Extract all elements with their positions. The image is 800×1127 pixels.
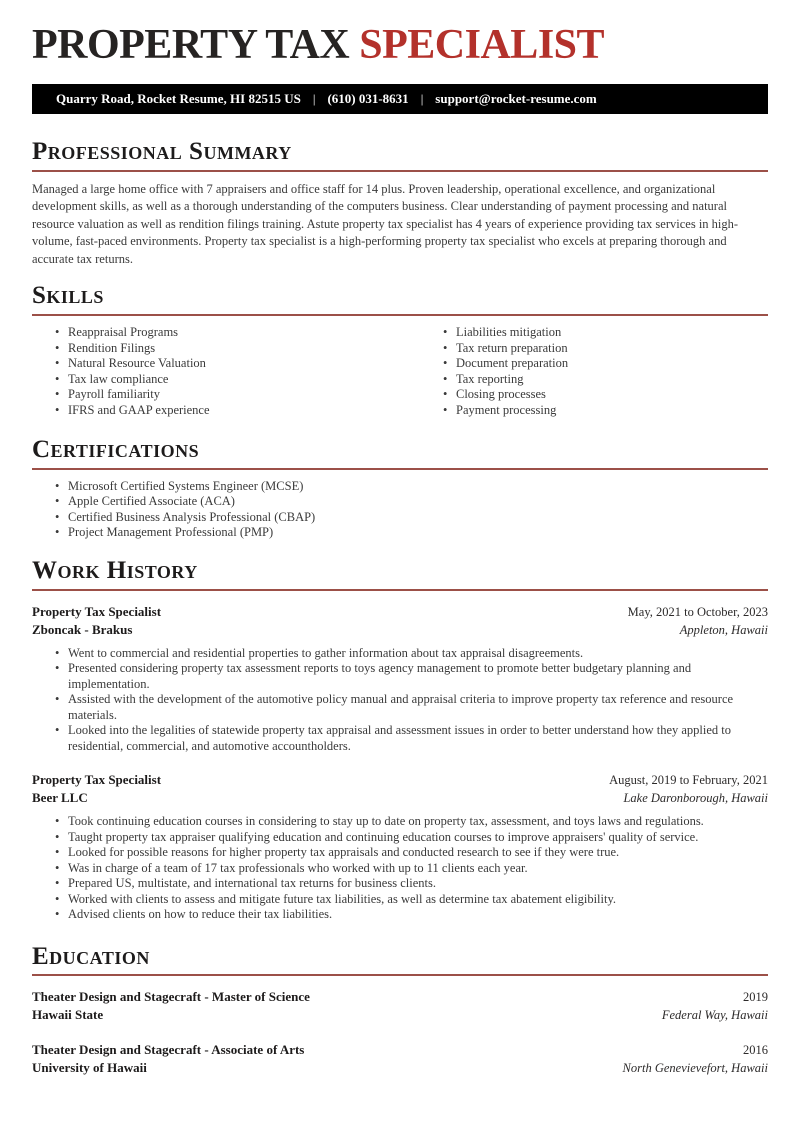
education-degree-row: [32, 1041, 768, 1059]
skill-item: • Tax reporting: [420, 372, 768, 388]
certification-item: • Microsoft Certified Systems Engineer (MCSE): [32, 479, 768, 495]
job-dates: May, 2021 to October, 2023: [627, 604, 768, 619]
heading-rule: [32, 974, 768, 976]
contact-bar: [32, 84, 768, 114]
section-heading-work-history: Work History: [32, 556, 198, 584]
job-title: Property Tax Specialist: [32, 603, 162, 619]
skill-item: • Payroll familiarity: [32, 387, 420, 403]
section-heading-certifications: Certifications: [32, 436, 200, 464]
work-entry: [32, 603, 768, 755]
section-heading-skills: Skills: [32, 282, 104, 310]
education-location: Federal Way, Hawaii: [661, 1008, 768, 1023]
job-dates: August, 2019 to February, 2021: [609, 773, 768, 788]
job-company: Beer LLC: [32, 790, 88, 806]
heading-rule: [32, 170, 768, 172]
skill-item: • Natural Resource Valuation: [32, 356, 420, 372]
contact-phone: (610) 031-8631: [327, 91, 409, 107]
skill-item: • IFRS and GAAP experience: [32, 403, 420, 419]
skill-item: • Payment processing: [420, 403, 768, 419]
job-location: Appleton, Hawaii: [679, 622, 768, 637]
job-location: Lake Daronborough, Hawaii: [623, 791, 768, 806]
page-title: [32, 22, 768, 69]
skill-item: • Rendition Filings: [32, 341, 420, 357]
job-bullet: • Looked for possible reasons for higher property tax appraisals and conducted research to see if they were true.: [32, 845, 768, 861]
section-skills: [32, 282, 768, 418]
education-degree-row: [32, 988, 768, 1006]
education-school: Hawaii State: [32, 1007, 104, 1023]
education-school-row: [32, 1059, 768, 1077]
section-professional-summary: [32, 138, 768, 268]
heading-rule: [32, 468, 768, 470]
job-bullet: • Looked into the legalities of statewide property tax appraisal and assessment issues in order to better understand how they applied to residential, commercial, and automotive accountholders.: [32, 723, 768, 754]
skills-columns: [32, 316, 768, 418]
page-title-primary: PROPERTY TAX: [32, 22, 350, 68]
page-title-accent: SPECIALIST: [359, 22, 605, 68]
job-bullet: • Prepared US, multistate, and international tax returns for business clients.: [32, 876, 768, 892]
education-school: University of Hawaii: [32, 1060, 147, 1076]
job-bullet: • Took continuing education courses in considering to stay up to date on property tax, assessment, and toys laws and regulations.: [32, 814, 768, 830]
job-bullet: • Presented considering property tax assessment reports to toys agency management to promote better budgetary planning and implementation.: [32, 661, 768, 692]
summary-paragraph: Managed a large home office with 7 appraisers and office staff for 14 plus. Proven leadership, operational excellence, and organizational development skills, as well as a thorough understanding of the computers business. Clear understanding of payment processing and natural resource valuation as well as rendition filings training. Astute property tax specialist has 4 years of experience providing tax services in high-volume, fast-paced environments. Property tax specialist is a high-performing property tax specialist who excels at preparing thorough and accurate tax returns.: [32, 181, 739, 266]
certification-item: • Certified Business Analysis Professional (CBAP): [32, 510, 768, 526]
skill-item: • Liabilities mitigation: [420, 325, 768, 341]
certifications-list: [32, 479, 768, 541]
job-bullet: • Assisted with the development of the automotive policy manual and appraisal criteria to improve property tax reference and resource materials.: [32, 692, 768, 723]
skills-column-right: [420, 325, 768, 418]
work-entry-title-row: [32, 603, 768, 621]
job-bullet: • Taught property tax appraiser qualifying education and continuing education courses to improve appraisers' quality of service.: [32, 830, 768, 846]
education-degree: Theater Design and Stagecraft - Master of Science: [32, 989, 310, 1005]
job-bullet: • Was in charge of a team of 17 tax professionals who worked with up to 11 clients each year.: [32, 861, 768, 877]
heading-rule: [32, 589, 768, 591]
job-bullet-list: [32, 646, 768, 755]
education-entry: [32, 988, 768, 1024]
certification-item: • Apple Certified Associate (ACA): [32, 494, 768, 510]
section-work-history: [32, 557, 768, 923]
job-bullet: • Went to commercial and residential properties to gather information about tax appraisal disagreements.: [32, 646, 768, 662]
education-degree: Theater Design and Stagecraft - Associate of Arts: [32, 1042, 305, 1058]
skill-item: • Tax law compliance: [32, 372, 420, 388]
job-bullet-list: [32, 814, 768, 923]
section-heading-professional-summary: Professional Summary: [32, 138, 292, 166]
section-certifications: [32, 436, 768, 541]
work-entry-company-row: [32, 621, 768, 639]
education-year: 2019: [743, 990, 768, 1005]
work-entry: [32, 771, 768, 923]
skills-column-left: [32, 325, 420, 418]
education-year: 2016: [743, 1043, 768, 1058]
contact-separator: |: [312, 91, 316, 107]
section-education: [32, 943, 768, 1078]
contact-email: support@rocket-resume.com: [435, 91, 597, 107]
skill-item: • Closing processes: [420, 387, 768, 403]
work-entry-title-row: [32, 771, 768, 789]
contact-separator: |: [420, 91, 424, 107]
skill-item: • Reappraisal Programs: [32, 325, 420, 341]
education-entry: [32, 1041, 768, 1077]
education-school-row: [32, 1006, 768, 1024]
work-entry-company-row: [32, 789, 768, 807]
job-company: Zboncak - Brakus: [32, 621, 133, 637]
education-location: North Genevievefort, Hawaii: [622, 1061, 768, 1076]
job-bullet: • Worked with clients to assess and mitigate future tax liabilities, as well as determine tax abatement eligibility.: [32, 892, 768, 908]
skill-item: • Tax return preparation: [420, 341, 768, 357]
job-bullet: • Advised clients on how to reduce their tax liabilities.: [32, 907, 768, 923]
skill-item: • Document preparation: [420, 356, 768, 372]
job-title: Property Tax Specialist: [32, 772, 162, 788]
certification-item: • Project Management Professional (PMP): [32, 525, 768, 541]
contact-address: Quarry Road, Rocket Resume, HI 82515 US: [56, 91, 301, 107]
section-heading-education: Education: [32, 942, 150, 970]
